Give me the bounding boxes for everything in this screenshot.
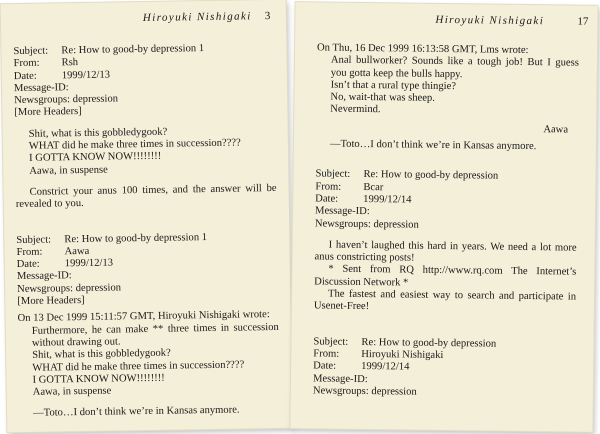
newsgroups-label: Newsgroups: xyxy=(314,217,371,230)
quote-line: Aawa, in suspense xyxy=(29,164,108,177)
quote-line: No, wait-that was sheep. xyxy=(330,91,435,105)
subject-label: Subject: xyxy=(13,45,49,58)
attribution-line: On Thu, 16 Dec 1999 16:13:58 GMT, Lms wrote: xyxy=(316,42,529,57)
quote-line: Aawa, in suspense xyxy=(32,385,112,398)
date-value: 1999/12/13 xyxy=(64,257,114,270)
quote-line: I GOTTA KNOW NOW!!!!!!!! xyxy=(32,372,165,386)
message-id-label: Message-ID: xyxy=(13,82,69,94)
right-page-content xyxy=(291,42,597,401)
newsgroups-label: Newsgroups: xyxy=(17,282,74,295)
more-headers-link[interactable]: [More Headers] xyxy=(14,106,82,119)
newsgroups-value: depression xyxy=(75,282,122,294)
left-page xyxy=(1,0,293,432)
from-label: From: xyxy=(16,246,43,258)
post-header xyxy=(313,336,576,401)
signature: Aawa xyxy=(543,123,569,136)
message-id-label: Message-ID: xyxy=(314,205,370,218)
quote-line: Shit, what is this gobbledygook? xyxy=(32,347,171,362)
left-page-content xyxy=(1,42,292,421)
from-value: Aawa xyxy=(64,245,90,258)
subject-value: Re: How to good-by depression xyxy=(363,169,499,183)
subject-label: Subject: xyxy=(315,168,351,181)
more-headers-link[interactable]: [More Headers] xyxy=(17,295,85,308)
right-page xyxy=(290,2,597,432)
date-label: Date: xyxy=(315,193,339,205)
date-value: 1999/12/14 xyxy=(363,193,412,206)
newsgroups-value: depression xyxy=(371,385,417,398)
from-label: From: xyxy=(13,57,40,70)
post-header xyxy=(13,42,275,120)
running-head: Hiroyuki Nishigaki xyxy=(435,13,545,28)
date-label: Date: xyxy=(313,360,337,372)
newsgroups-value: depression xyxy=(72,93,119,106)
from-value: Hiroyuki Nishigaki xyxy=(361,348,444,361)
quote-line: Isn’t that a rural type thingie? xyxy=(330,79,457,93)
quoted-text xyxy=(18,322,280,421)
post-body: * Sent from RQ http://www.rq.com The Internet’s Discussion Network * xyxy=(314,264,577,289)
subject-label: Subject: xyxy=(313,336,349,348)
newsgroups-label: Newsgroups: xyxy=(312,385,369,397)
subject-value: Re: How to good-by depression xyxy=(361,336,497,350)
signoff: —Toto…I don’t think we’re in Kansas anymore. xyxy=(329,138,537,153)
quote-line: Shit, what is this gobbledygook? xyxy=(28,126,168,140)
quote-line: WHAT did he make three times in succession???? xyxy=(28,137,241,152)
from-value: Rsh xyxy=(61,57,79,69)
quoted-text xyxy=(15,125,277,178)
quoted-text xyxy=(316,55,579,154)
quote-line: I GOTTA KNOW NOW!!!!!!!! xyxy=(28,151,162,165)
quoted-paragraph: Furthermore, he can make ** three times in succession without drawing out. xyxy=(31,321,279,349)
newsgroups-value: depression xyxy=(373,218,419,231)
date-value: 1999/12/13 xyxy=(61,69,111,81)
newsgroups-label: Newsgroups: xyxy=(14,94,71,107)
message-id-label: Message-ID: xyxy=(16,270,72,283)
quote-line: Nevermind. xyxy=(330,104,381,116)
date-label: Date: xyxy=(13,70,37,82)
from-label: From: xyxy=(315,181,342,193)
post-header xyxy=(16,231,278,309)
quoted-paragraph: Anal bullworker? Sounds like a tough job! But I guess you gotta keep the bulls happy. xyxy=(330,54,579,80)
attribution-line: On 13 Dec 1999 15:11:57 GMT, Hiroyuki Nishigaki wrote: xyxy=(17,309,270,325)
page-number: 3 xyxy=(264,10,271,23)
subject-value: Re: How to good-by depression 1 xyxy=(61,43,205,57)
subject-label: Subject: xyxy=(16,234,52,246)
signoff: —Toto…I don’t think we’re in Kansas anymore. xyxy=(33,404,240,420)
date-label: Date: xyxy=(16,258,40,271)
quote-line: WHAT did he make three times in succession???? xyxy=(32,359,245,374)
page-number: 17 xyxy=(577,15,589,28)
from-value: Bcar xyxy=(363,181,384,193)
running-head: Hiroyuki Nishigaki xyxy=(142,10,252,25)
post-body: The fastest and easiest way to search and participate in Usenet-Free! xyxy=(313,288,577,313)
from-label: From: xyxy=(313,348,340,360)
post-header xyxy=(315,169,578,234)
post-body: I haven’t laughed this hard in years. We need a lot more anus constricting posts! xyxy=(314,239,577,264)
message-id-label: Message-ID: xyxy=(312,372,368,385)
date-value: 1999/12/14 xyxy=(361,361,410,373)
post-body: Constrict your anus 100 times, and the answer will be revealed to you. xyxy=(15,182,277,211)
subject-value: Re: How to good-by depression 1 xyxy=(64,231,208,245)
